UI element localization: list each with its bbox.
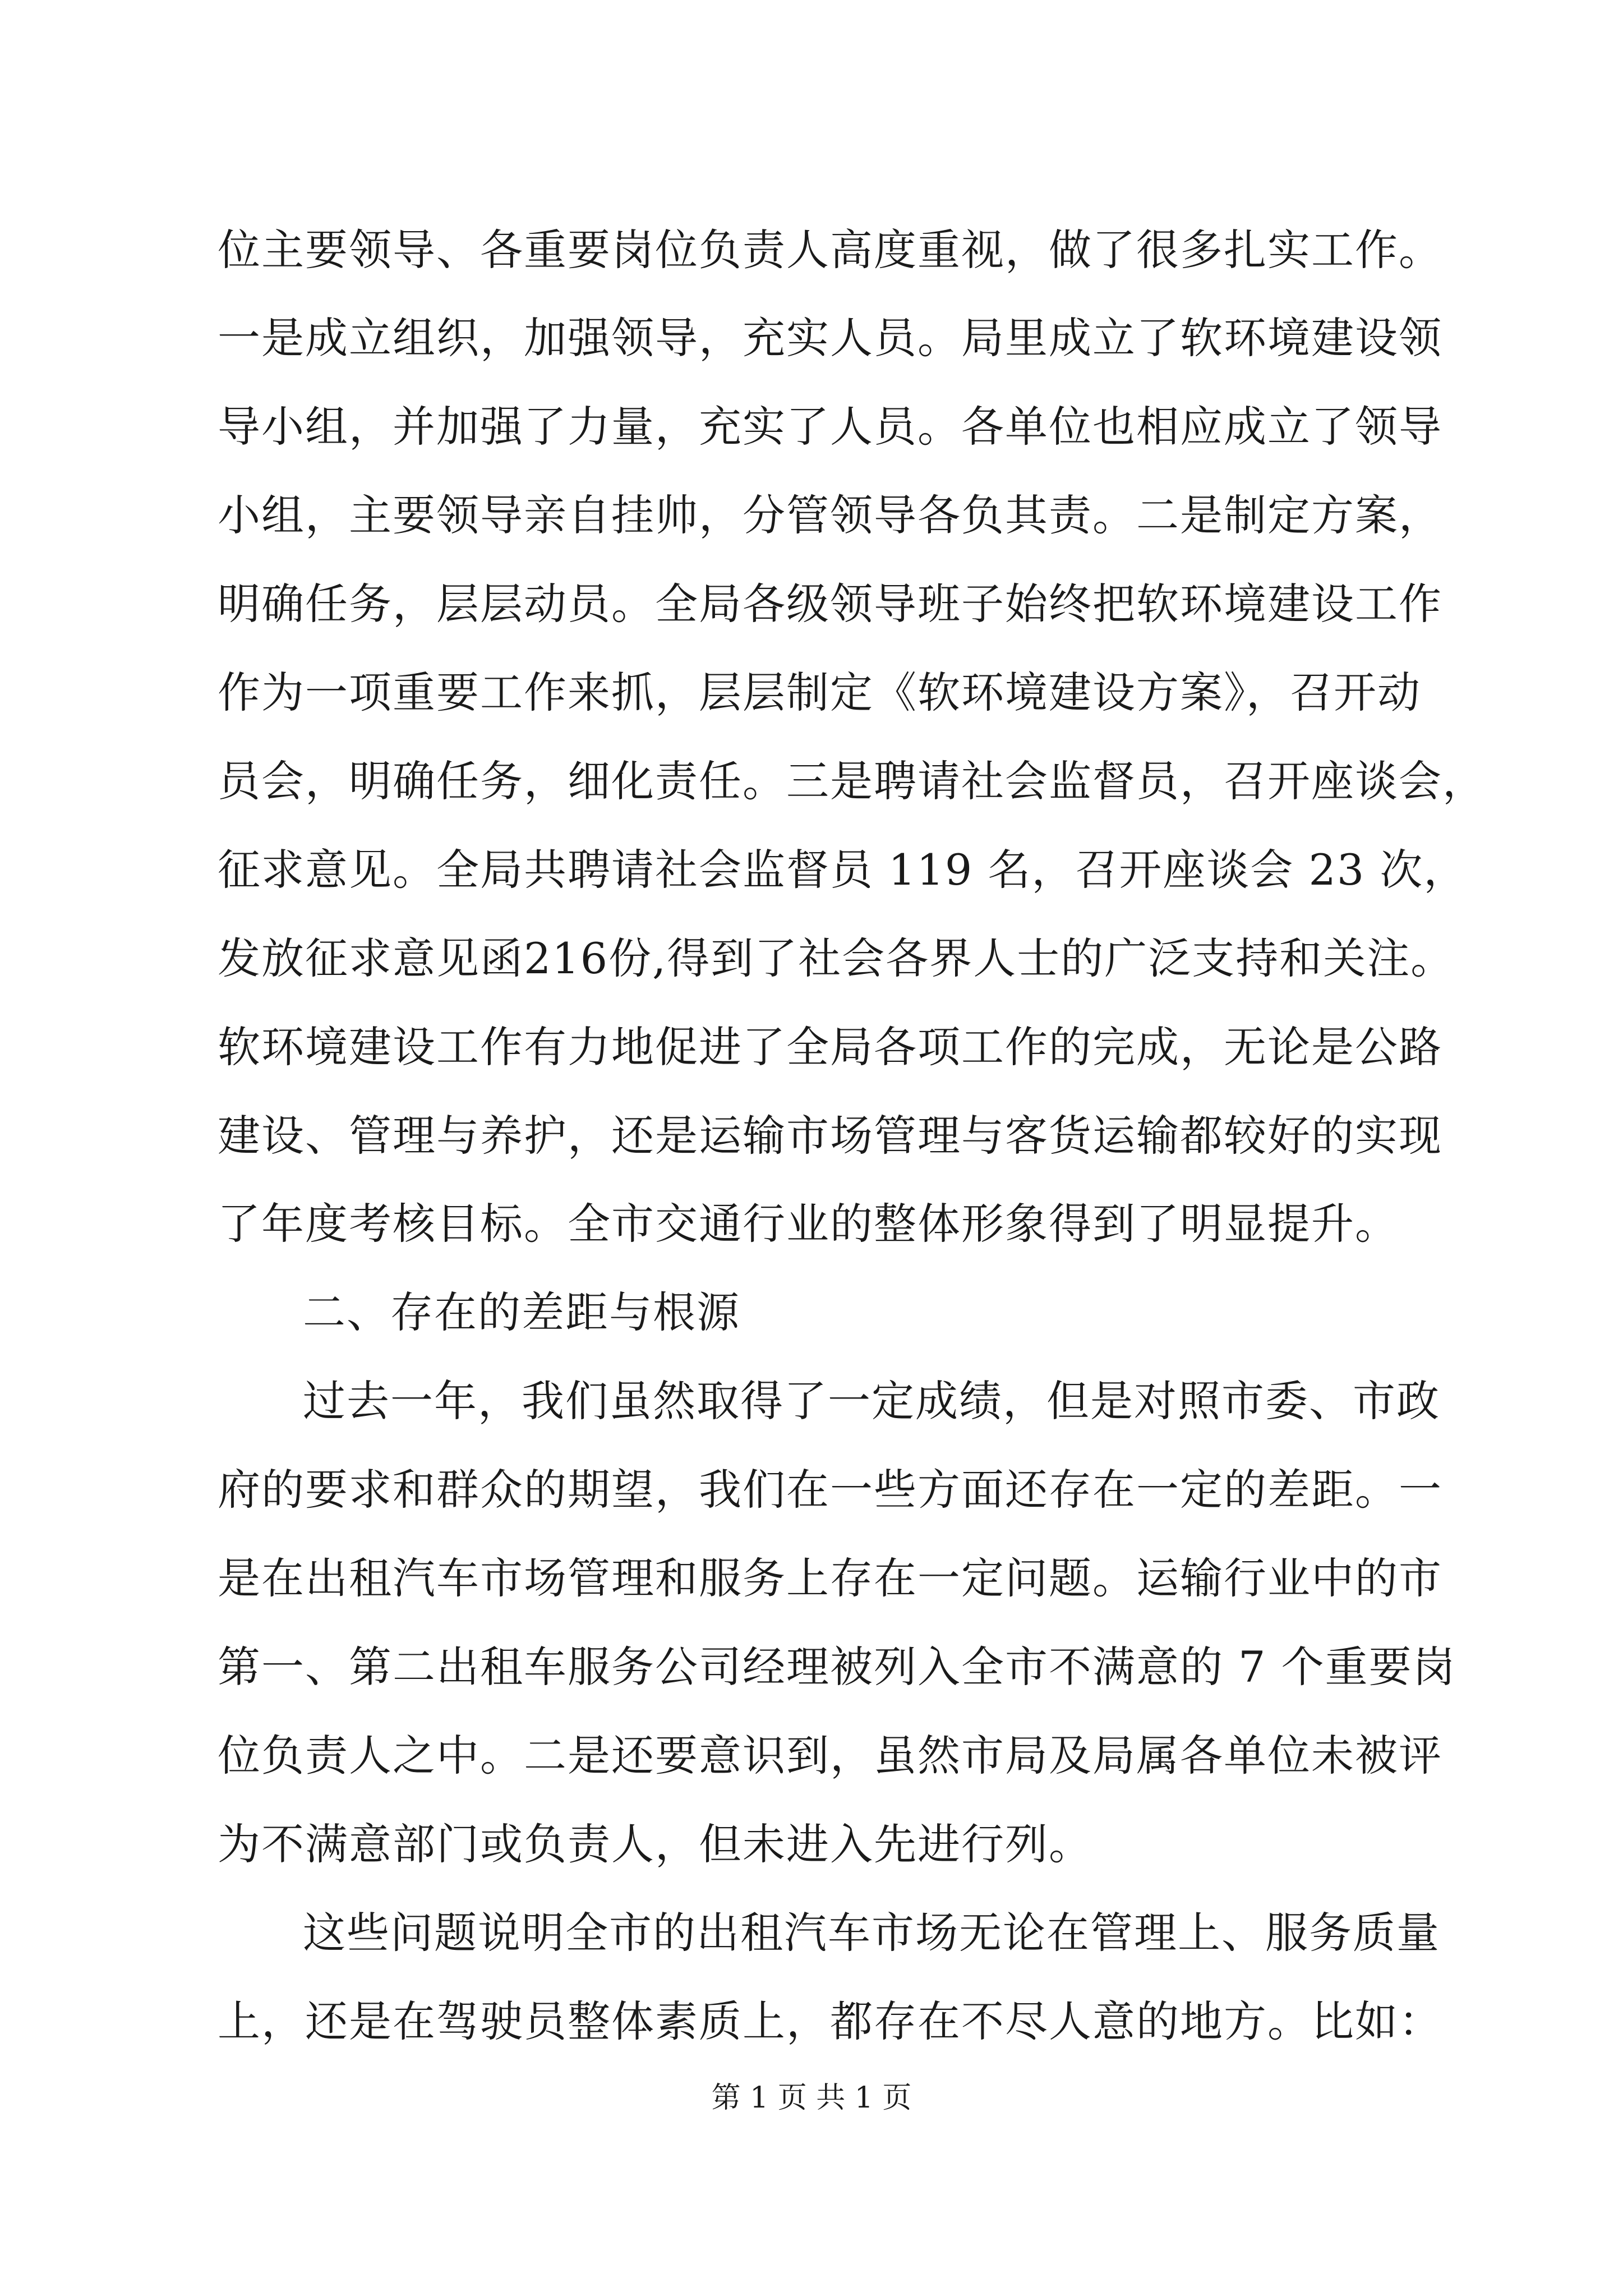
text-line: 小组，主要领导亲自挂帅，分管领导各负其责。二是制定方案，: [218, 490, 1442, 540]
text-line: 过去一年，我们虽然取得了一定成绩，但是对照市委、市政: [303, 1376, 1440, 1426]
text-line: 员会，明确任务，细化责任。三是聘请社会监督员，召开座谈会，: [218, 756, 1486, 806]
text-line: 了年度考核目标。全市交通行业的整体形象得到了明显提升。: [218, 1199, 1399, 1249]
text-line: 是在出租汽车市场管理和服务上存在一定问题。运输行业中的市: [218, 1553, 1442, 1603]
text-line: 作为一项重要工作来抓，层层制定《软环境建设方案》，召开动: [218, 668, 1421, 717]
text-line: 上，还是在驾驶员整体素质上，都存在不尽人意的地方。比如：: [218, 1996, 1442, 2046]
text-line: 一是成立组织，加强领导，充实人员。局里成立了软环境建设领: [218, 313, 1442, 363]
text-line: 位主要领导、各重要岗位负责人高度重视，做了很多扎实工作。: [218, 225, 1442, 275]
text-line: 第一、第二出租车服务公司经理被列入全市不满意的 7 个重要岗: [218, 1642, 1456, 1692]
text-line: 导小组，并加强了力量，充实了人员。各单位也相应成立了领导: [218, 402, 1442, 452]
page-footer: 第 1 页 共 1 页: [711, 2081, 912, 2115]
section-heading: 二、存在的差距与根源: [303, 1287, 740, 1337]
text-line: 这些问题说明全市的出租汽车市场无论在管理上、服务质量: [303, 1908, 1440, 1958]
text-line: 府的要求和群众的期望，我们在一些方面还存在一定的差距。一: [218, 1465, 1442, 1515]
text-line: 软环境建设工作有力地促进了全局各项工作的完成，无论是公路: [218, 1022, 1442, 1072]
text-line: 位负责人之中。二是还要意识到，虽然市局及局属各单位未被评: [218, 1731, 1442, 1780]
text-line: 为不满意部门或负责人，但未进入先进行列。: [218, 1819, 1092, 1869]
text-line: 明确任务，层层动员。全局各级领导班子始终把软环境建设工作: [218, 579, 1442, 629]
text-line: 征求意见。全局共聘请社会监督员 119 名，召开座谈会 23 次，: [218, 845, 1468, 895]
text-line: 发放征求意见函216份,得到了社会各界人士的广泛支持和关注。: [218, 933, 1455, 983]
text-line: 建设、管理与养护，还是运输市场管理与客货运输都较好的实现: [218, 1111, 1442, 1161]
